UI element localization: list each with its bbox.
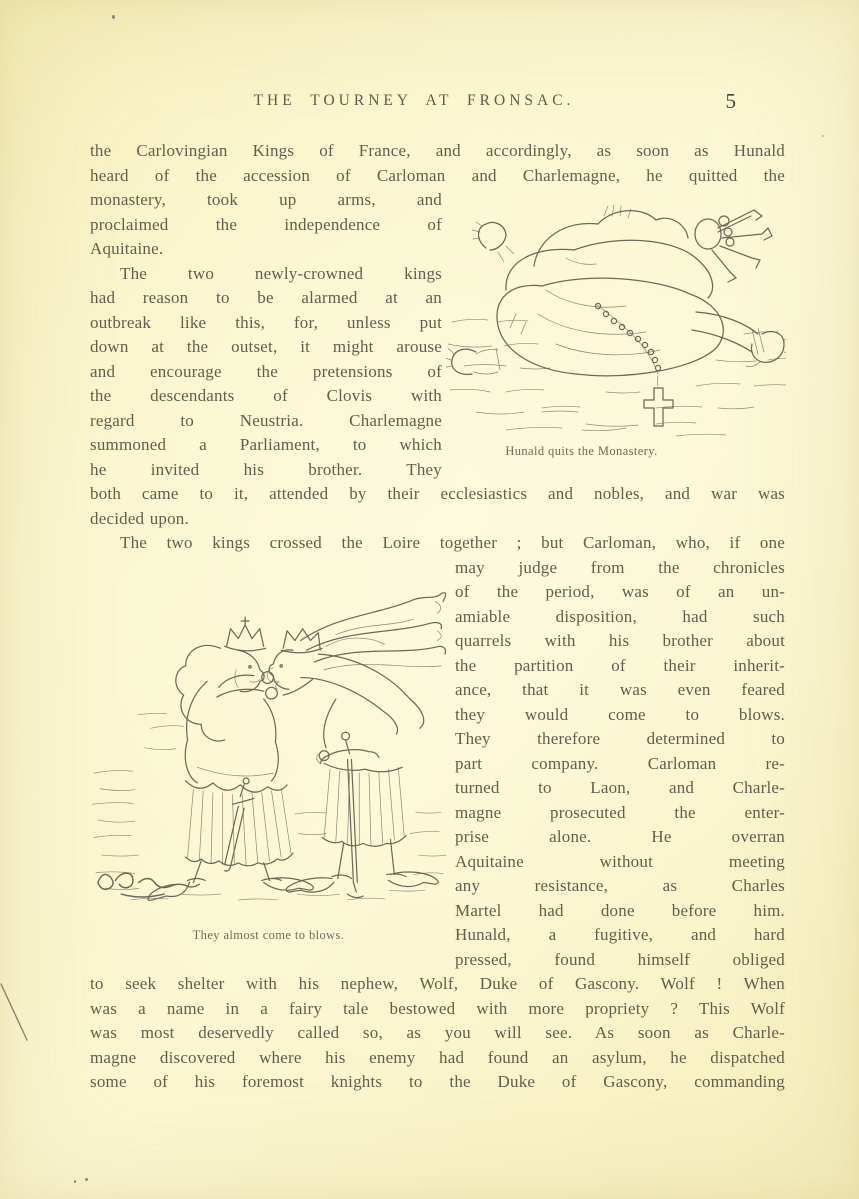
text-line: the partition of their inherit- bbox=[455, 655, 785, 675]
hunald-tumbling-illustration bbox=[446, 194, 786, 440]
text-line: part company. Carloman re- bbox=[455, 753, 785, 773]
section-quarrel bbox=[90, 556, 785, 973]
paper-speck bbox=[822, 135, 824, 137]
text-line: the Carlovingian Kings of France, and accordingly, as soon as Hunald bbox=[90, 141, 785, 160]
text-line: magne discovered where his enemy had found an asylum, he dispatched bbox=[90, 1047, 785, 1067]
text-line: Aquitaine. bbox=[90, 239, 164, 258]
ground-hatching bbox=[448, 319, 786, 436]
text-line: summoned a Parliament, to which bbox=[90, 435, 442, 454]
pen-mark bbox=[0, 980, 40, 1050]
text-line: any resistance, as Charles bbox=[455, 876, 785, 895]
text-line: Hunald, a fugitive, and hard bbox=[455, 925, 785, 944]
figure-hunald-monastery bbox=[442, 188, 785, 482]
text-line: turned to Laon, and Charle- bbox=[455, 778, 785, 797]
paper-speck bbox=[74, 1180, 76, 1183]
text-line: ance, that it was even feared bbox=[455, 680, 785, 699]
text-line: Martel had done before him. bbox=[455, 900, 785, 920]
text-line: They therefore determined to bbox=[455, 729, 785, 748]
text-line: Aquitaine without meeting bbox=[455, 851, 785, 871]
text-line: he invited his brother. They bbox=[90, 459, 442, 479]
text-line: amiable disposition, had such bbox=[455, 606, 785, 626]
middle-paragraph bbox=[90, 482, 785, 556]
intro-paragraph bbox=[90, 139, 785, 188]
text-line: down at the outset, it might arouse bbox=[90, 337, 442, 356]
figure-caption: They almost come to blows. bbox=[192, 927, 345, 942]
text-line: monastery, took up arms, and bbox=[90, 190, 442, 209]
text-line: was a name in a fairy tale bestowed with more propriety ? This Wolf bbox=[90, 998, 785, 1018]
keys-bunch bbox=[695, 210, 772, 282]
text-line: they would come to blows. bbox=[455, 704, 785, 724]
two-kings-grappling-illustration bbox=[92, 570, 448, 908]
text-line: may judge from the chronicles bbox=[455, 557, 785, 577]
text-line: some of his foremost knights to the Duke of Gascony, commanding bbox=[90, 1072, 785, 1091]
text-line: and encourage the pretensions of bbox=[90, 361, 442, 381]
paper-speck bbox=[112, 15, 115, 19]
text-line: outbreak like this, for, unless put bbox=[90, 312, 442, 332]
text-line: pressed, found himself obliged bbox=[455, 949, 785, 969]
page-header bbox=[90, 89, 785, 116]
text-line: to seek shelter with his nephew, Wolf, Duke of Gascony. Wolf ! When bbox=[90, 974, 785, 993]
text-line: had reason to be alarmed at an bbox=[90, 288, 442, 307]
text-line: proclaimed the independence of bbox=[90, 214, 442, 234]
ground-hatching bbox=[92, 713, 446, 900]
text-line: heard of the accession of Carloman and Charlemagne, he quitted the bbox=[90, 165, 785, 185]
closing-paragraph bbox=[90, 972, 785, 1095]
right-king bbox=[267, 592, 445, 897]
text-line: decided upon. bbox=[90, 508, 189, 528]
text-line: was most deservedly called so, as you will see. As soon as Charle- bbox=[90, 1023, 785, 1042]
text-line: quarrels with his brother about bbox=[455, 631, 785, 650]
right-text-column bbox=[455, 556, 785, 973]
left-king bbox=[148, 617, 313, 900]
text-line: regard to Neustria. Charlemagne bbox=[90, 410, 442, 430]
section-monastery bbox=[90, 188, 785, 482]
text-line: both came to it, attended by their ecclesiastics and nobles, and war was bbox=[90, 484, 785, 503]
paper-speck bbox=[85, 1178, 88, 1181]
text-line: magne prosecuted the enter- bbox=[455, 802, 785, 822]
artist-signature-monogram bbox=[98, 873, 199, 897]
page-number: 5 bbox=[725, 89, 736, 113]
running-title: THE TOURNEY AT FRONSAC. bbox=[253, 92, 575, 109]
text-line: of the period, was of an un- bbox=[455, 582, 785, 601]
figure-almost-blows bbox=[90, 556, 455, 973]
text-line: the descendants of Clovis with bbox=[90, 386, 442, 405]
text-line: prise alone. He overran bbox=[455, 827, 785, 846]
monk-figure bbox=[446, 205, 786, 376]
figure-caption: Hunald quits the Monastery. bbox=[505, 444, 658, 458]
text-line: The two kings crossed the Loire together ; but Carloman, who, if one bbox=[120, 533, 785, 552]
left-text-column bbox=[90, 188, 442, 482]
text-line: The two newly-crowned kings bbox=[120, 263, 442, 283]
